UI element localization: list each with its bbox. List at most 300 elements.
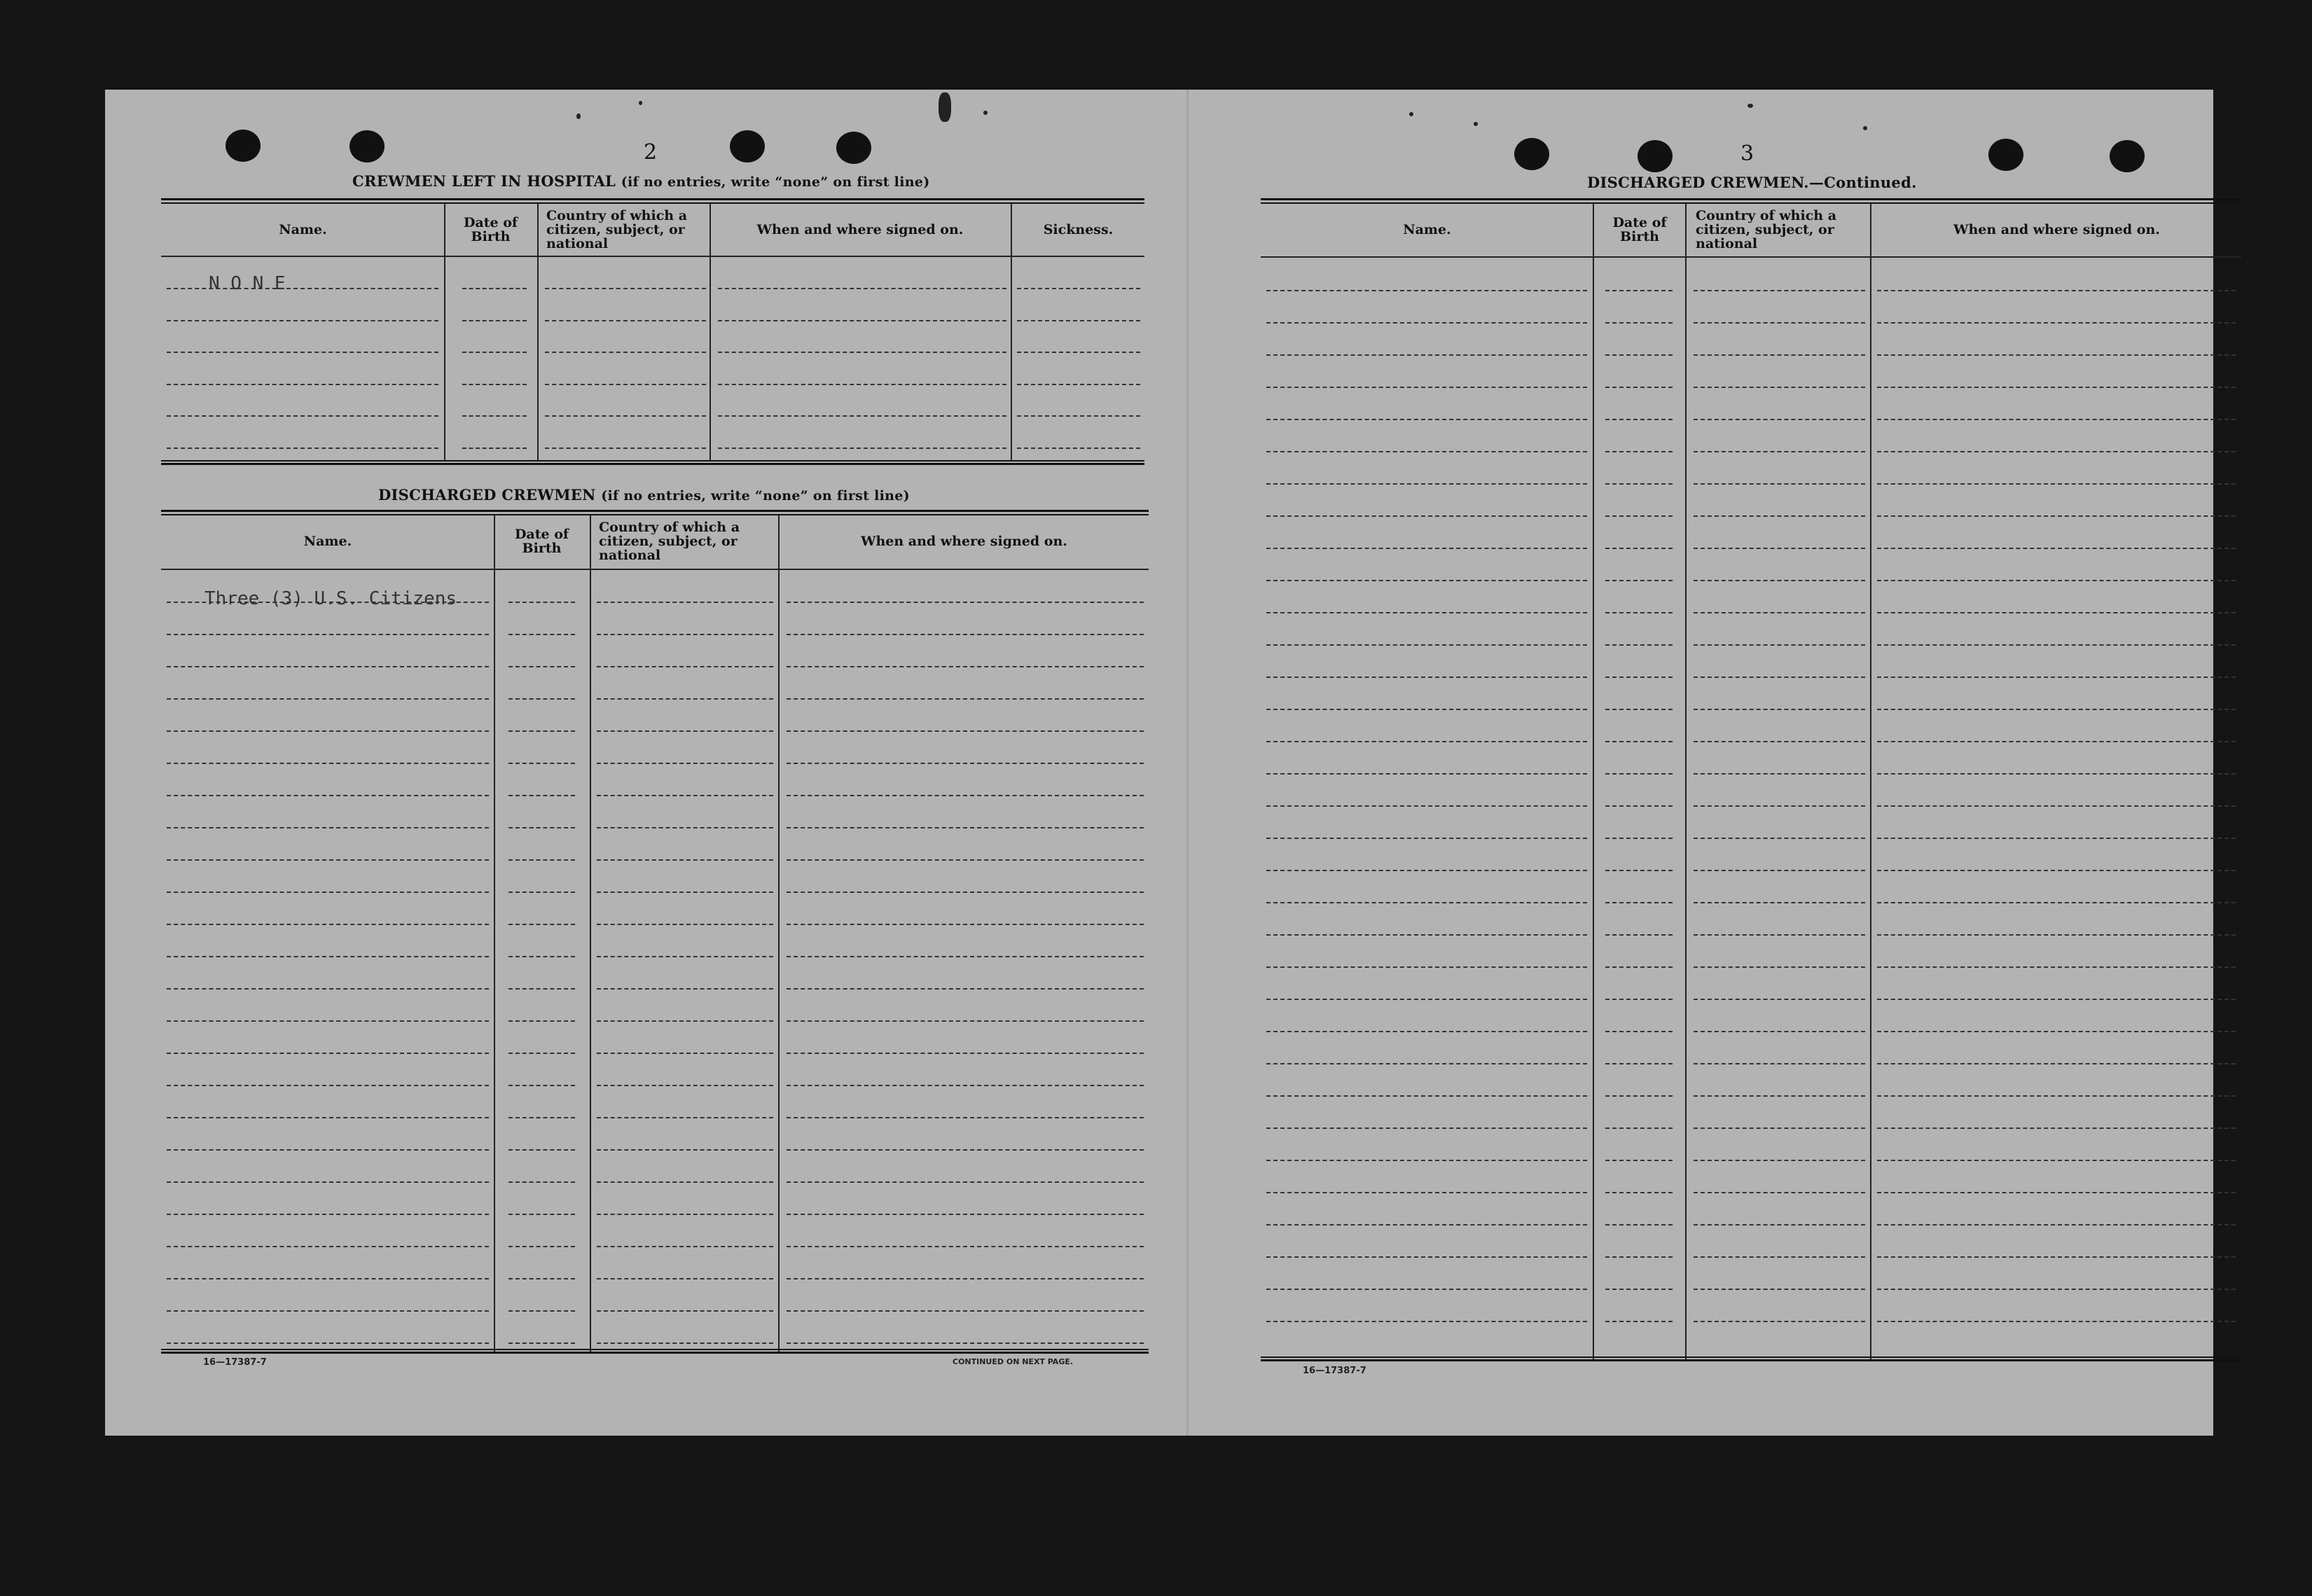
dotted-rule: [1694, 515, 1865, 517]
dotted-rule: [545, 384, 706, 385]
dotted-rule: [508, 698, 575, 700]
column-divider: [778, 515, 780, 1353]
table-bottom-rule: [1261, 1356, 2241, 1361]
ink-speck: [1747, 104, 1753, 108]
dotted-rule: [787, 698, 1144, 700]
dotted-rule: [787, 988, 1144, 990]
dotted-rule: [597, 730, 773, 732]
dotted-rule: [1266, 805, 1587, 807]
dotted-rule: [787, 795, 1144, 796]
dotted-rule: [1605, 354, 1673, 356]
dotted-rule: [1605, 612, 1673, 613]
dotted-rule: [597, 763, 773, 764]
dotted-rule: [167, 956, 489, 957]
dotted-rule: [1017, 415, 1140, 417]
dotted-rule: [167, 1246, 489, 1247]
dotted-rule: [1694, 354, 1865, 356]
dotted-rule: [1605, 580, 1673, 581]
dotted-rule: [1605, 1224, 1673, 1226]
dotted-rule: [787, 1310, 1144, 1312]
dotted-rule: [1605, 1289, 1673, 1290]
dotted-rule: [1877, 290, 2236, 291]
dotted-rule: [1877, 1031, 2236, 1032]
dotted-rule: [1877, 1192, 2236, 1193]
dotted-rule: [1694, 902, 1865, 903]
dotted-rule: [167, 988, 489, 990]
dotted-rule: [1266, 1289, 1587, 1290]
column-divider: [1685, 204, 1687, 1361]
punch-hole: [730, 130, 765, 162]
dotted-rule: [1266, 773, 1587, 775]
dotted-rule: [597, 1214, 773, 1215]
dotted-rule: [167, 763, 489, 764]
dotted-rule: [1266, 419, 1587, 420]
dotted-rule: [1877, 966, 2236, 968]
discharged-instruction: (if no entries, write “none” on first line): [601, 488, 910, 504]
dotted-rule: [1605, 773, 1673, 775]
dotted-rule: [787, 1246, 1144, 1247]
dotted-rule: [1605, 838, 1673, 839]
column-divider: [1011, 204, 1012, 460]
ink-speck: [1474, 122, 1478, 126]
dotted-rule: [1694, 1127, 1865, 1129]
punch-hole: [1514, 138, 1549, 170]
dotted-rule: [597, 634, 773, 635]
dotted-rule: [1266, 870, 1587, 871]
dotted-rule: [167, 1149, 489, 1151]
dotted-rule: [787, 1278, 1144, 1279]
dotted-rule: [1694, 838, 1865, 839]
dotted-rule: [1605, 741, 1673, 742]
dotted-rule: [167, 1181, 489, 1183]
dotted-rule: [1266, 1224, 1587, 1226]
dotted-rule: [1017, 352, 1140, 353]
column-divider: [590, 515, 591, 1353]
dotted-rule: [1266, 838, 1587, 839]
dotted-rule: [1266, 548, 1587, 549]
dotted-rule: [545, 288, 706, 289]
dotted-rule: [1266, 934, 1587, 936]
dotted-rule: [1694, 548, 1865, 549]
hospital-title-text: CREWMEN LEFT IN HOSPITAL: [352, 172, 616, 190]
dotted-rule: [787, 666, 1144, 667]
dotted-rule: [1605, 1031, 1673, 1032]
dotted-rule: [462, 384, 527, 385]
document-sheet: [105, 90, 2213, 1436]
dotted-rule: [1605, 966, 1673, 968]
dotted-rule: [1017, 384, 1140, 385]
dotted-rule: [1605, 548, 1673, 549]
dotted-rule: [1694, 483, 1865, 485]
dotted-rule: [1605, 934, 1673, 936]
table-top-rule: [1261, 198, 2241, 204]
discharged-section-title: [378, 486, 910, 504]
dotted-rule: [1694, 999, 1865, 1000]
dotted-rule: [1605, 709, 1673, 710]
dotted-rule: [1694, 1256, 1865, 1258]
dotted-rule: [787, 1117, 1144, 1118]
column-header-name: Name.: [1403, 222, 1451, 237]
dotted-rule: [1694, 322, 1865, 324]
dotted-rule: [167, 415, 438, 417]
dotted-rule: [1877, 612, 2236, 613]
dotted-rule: [718, 415, 1006, 417]
dotted-rule: [1605, 483, 1673, 485]
dotted-rule: [1266, 966, 1587, 968]
dotted-rule: [1877, 1256, 2236, 1258]
dotted-rule: [1266, 580, 1587, 581]
dotted-rule: [545, 320, 706, 321]
dotted-rule: [1017, 288, 1140, 289]
dotted-rule: [508, 956, 575, 957]
dotted-rule: [1877, 838, 2236, 839]
dotted-rule: [1266, 741, 1587, 742]
dotted-rule: [1605, 999, 1673, 1000]
column-header-country: Country of which a citizen, subject, or national: [1696, 208, 1837, 251]
dotted-rule: [1017, 447, 1140, 449]
dotted-rule: [1266, 515, 1587, 517]
dotted-rule: [1266, 1160, 1587, 1161]
dotted-rule: [1694, 644, 1865, 646]
header-rule: [1261, 256, 2241, 258]
dotted-rule: [1266, 999, 1587, 1000]
dotted-rule: [1266, 387, 1587, 388]
dotted-rule: [462, 352, 527, 353]
dotted-rule: [508, 891, 575, 893]
dotted-rule: [787, 1181, 1144, 1183]
ink-speck: [576, 113, 581, 119]
dotted-rule: [508, 1085, 575, 1086]
dotted-rule: [787, 859, 1144, 861]
dotted-rule: [462, 447, 527, 449]
table-bottom-rule: [161, 460, 1144, 465]
column-header-signed-on: When and where signed on.: [1953, 222, 2160, 237]
dotted-rule: [597, 956, 773, 957]
dotted-rule: [1605, 1256, 1673, 1258]
dotted-rule: [1694, 290, 1865, 291]
discharged-table: [161, 510, 1149, 1357]
dotted-rule: [167, 447, 438, 449]
dotted-rule: [1605, 1095, 1673, 1097]
dotted-rule: [545, 415, 706, 417]
dotted-rule: [1694, 580, 1865, 581]
dotted-rule: [1694, 1095, 1865, 1097]
dotted-rule: [1877, 580, 2236, 581]
dotted-rule: [1605, 1192, 1673, 1193]
dotted-rule: [787, 1020, 1144, 1022]
dotted-rule: [1877, 1321, 2236, 1322]
page-number: 2: [644, 140, 658, 165]
dotted-rule: [718, 447, 1006, 449]
dotted-rule: [167, 795, 489, 796]
continued-section-title: DISCHARGED CREWMEN.—Continued.: [1587, 174, 1917, 191]
dotted-rule: [597, 1310, 773, 1312]
dotted-rule: [1877, 805, 2236, 807]
dotted-rule: [1694, 741, 1865, 742]
dotted-rule: [545, 447, 706, 449]
dotted-rule: [718, 352, 1006, 353]
dotted-rule: [1266, 1063, 1587, 1064]
dotted-rule: [1877, 419, 2236, 420]
column-header-date-of-birth: Date of Birth: [463, 215, 518, 244]
dotted-rule: [1266, 483, 1587, 485]
dotted-rule: [597, 1181, 773, 1183]
punch-hole: [349, 130, 385, 162]
dotted-rule: [787, 763, 1144, 764]
column-divider: [1870, 204, 1871, 1361]
column-header-country: Country of which a citizen, subject, or national: [599, 520, 740, 563]
dotted-rule: [1877, 870, 2236, 871]
hospital-instruction: (if no entries, write “none” on first line): [621, 174, 930, 190]
column-divider: [709, 204, 711, 460]
dotted-rule: [1877, 1289, 2236, 1290]
dotted-rule: [1694, 870, 1865, 871]
dotted-rule: [167, 1310, 489, 1312]
form-number: 16—17387-7: [1303, 1366, 1366, 1376]
dotted-rule: [508, 1149, 575, 1151]
header-rule: [161, 569, 1149, 570]
dotted-rule: [167, 1053, 489, 1054]
dotted-rule: [508, 763, 575, 764]
dotted-rule: [1694, 451, 1865, 452]
dotted-rule: [787, 634, 1144, 635]
page-fold: [1186, 90, 1189, 1436]
dotted-rule: [787, 956, 1144, 957]
dotted-rule: [1877, 676, 2236, 678]
column-divider: [494, 515, 495, 1353]
column-header-date-of-birth: Date of Birth: [1612, 215, 1667, 244]
dotted-rule: [167, 1020, 489, 1022]
dotted-rule: [1694, 773, 1865, 775]
dotted-rule: [508, 1181, 575, 1183]
dotted-rule: [1605, 451, 1673, 452]
dotted-rule: [1266, 1321, 1587, 1322]
discharged-title-text: DISCHARGED CREWMEN: [378, 486, 596, 504]
dotted-rule: [787, 730, 1144, 732]
dotted-rule: [1877, 741, 2236, 742]
dotted-rule: [597, 795, 773, 796]
dotted-rule: [167, 320, 438, 321]
dotted-rule: [1694, 966, 1865, 968]
dotted-rule: [1877, 1160, 2236, 1161]
page-number: 3: [1740, 141, 1754, 166]
dotted-rule: [597, 602, 773, 603]
dotted-rule: [1605, 902, 1673, 903]
dotted-rule: [1877, 548, 2236, 549]
punch-hole: [226, 130, 261, 162]
dotted-rule: [508, 988, 575, 990]
dotted-rule: [597, 666, 773, 667]
dotted-rule: [1877, 902, 2236, 903]
dotted-rule: [508, 730, 575, 732]
dotted-rule: [718, 384, 1006, 385]
dotted-rule: [597, 1117, 773, 1118]
dotted-rule: [1266, 644, 1587, 646]
punch-hole: [1988, 139, 2023, 171]
dotted-rule: [1694, 676, 1865, 678]
dotted-rule: [1605, 1063, 1673, 1064]
dotted-rule: [1877, 644, 2236, 646]
dotted-rule: [1605, 1160, 1673, 1161]
dotted-rule: [1694, 1031, 1865, 1032]
dotted-rule: [545, 352, 706, 353]
table-bottom-rule: [161, 1349, 1149, 1354]
dotted-rule: [1877, 354, 2236, 356]
discharged-continued-table: [1261, 198, 2241, 1364]
dotted-rule: [167, 1342, 489, 1344]
dotted-rule: [508, 1310, 575, 1312]
punch-hole: [1638, 140, 1673, 172]
dotted-rule: [1605, 676, 1673, 678]
dotted-rule: [462, 320, 527, 321]
dotted-rule: [1877, 934, 2236, 936]
dotted-rule: [508, 1278, 575, 1279]
dotted-rule: [787, 1149, 1144, 1151]
dotted-rule: [167, 698, 489, 700]
discharged-entry: Three (3) U.S. Citizens: [205, 588, 457, 609]
dotted-rule: [597, 1246, 773, 1247]
dotted-rule: [167, 352, 438, 353]
dotted-rule: [1877, 451, 2236, 452]
dotted-rule: [1605, 644, 1673, 646]
dotted-rule: [597, 924, 773, 925]
dotted-rule: [508, 827, 575, 828]
dotted-rule: [1877, 709, 2236, 710]
dotted-rule: [1694, 1224, 1865, 1226]
column-header-name: Name.: [303, 534, 352, 549]
dotted-rule: [1605, 805, 1673, 807]
dotted-rule: [1877, 999, 2236, 1000]
punch-hole: [2110, 140, 2145, 172]
dotted-rule: [1694, 934, 1865, 936]
dotted-rule: [1266, 322, 1587, 324]
dotted-rule: [1877, 1127, 2236, 1129]
dotted-rule: [167, 1085, 489, 1086]
dotted-rule: [597, 1020, 773, 1022]
dotted-rule: [1605, 515, 1673, 517]
dotted-rule: [787, 891, 1144, 893]
dotted-rule: [508, 1214, 575, 1215]
dotted-rule: [1605, 419, 1673, 420]
dotted-rule: [1694, 612, 1865, 613]
dotted-rule: [1694, 1160, 1865, 1161]
dotted-rule: [1266, 1192, 1587, 1193]
dotted-rule: [1605, 870, 1673, 871]
dotted-rule: [167, 1214, 489, 1215]
dotted-rule: [167, 827, 489, 828]
dotted-rule: [597, 1149, 773, 1151]
dotted-rule: [597, 1342, 773, 1344]
dotted-rule: [462, 288, 527, 289]
header-rule: [161, 256, 1144, 257]
dotted-rule: [1694, 419, 1865, 420]
dotted-rule: [1017, 320, 1140, 321]
dotted-rule: [1694, 387, 1865, 388]
dotted-rule: [597, 698, 773, 700]
punch-hole: [836, 132, 871, 164]
dotted-rule: [1266, 902, 1587, 903]
dotted-rule: [508, 1246, 575, 1247]
dotted-rule: [167, 924, 489, 925]
dotted-rule: [167, 1278, 489, 1279]
column-header-name: Name.: [279, 222, 327, 237]
dotted-rule: [1266, 1095, 1587, 1097]
dotted-rule: [1605, 1321, 1673, 1322]
dotted-rule: [1605, 387, 1673, 388]
dotted-rule: [1877, 483, 2236, 485]
dotted-rule: [508, 859, 575, 861]
dotted-rule: [1694, 805, 1865, 807]
dotted-rule: [167, 891, 489, 893]
dotted-rule: [597, 1053, 773, 1054]
ink-speck: [983, 111, 988, 115]
column-header-signed-on: When and where signed on.: [861, 534, 1067, 549]
hospital-section-title: [352, 172, 930, 190]
dotted-rule: [167, 634, 489, 635]
dotted-rule: [597, 891, 773, 893]
dotted-rule: [167, 384, 438, 385]
ink-speck: [939, 92, 951, 122]
dotted-rule: [597, 1085, 773, 1086]
dotted-rule: [787, 1342, 1144, 1344]
dotted-rule: [167, 859, 489, 861]
dotted-rule: [787, 1214, 1144, 1215]
ink-speck: [1409, 112, 1413, 116]
column-divider: [1593, 204, 1594, 1361]
form-number: 16—17387-7: [203, 1357, 267, 1368]
column-header-signed-on: When and where signed on.: [756, 222, 964, 237]
dotted-rule: [787, 1085, 1144, 1086]
dotted-rule: [1877, 773, 2236, 775]
table-top-rule: [161, 510, 1149, 515]
column-header-date-of-birth: Date of Birth: [514, 527, 569, 556]
column-header-sickness: Sickness.: [1043, 222, 1114, 237]
dotted-rule: [1266, 354, 1587, 356]
dotted-rule: [1877, 515, 2236, 517]
dotted-rule: [1266, 451, 1587, 452]
dotted-rule: [508, 666, 575, 667]
dotted-rule: [597, 1278, 773, 1279]
continued-note: CONTINUED ON NEXT PAGE.: [953, 1357, 1074, 1366]
dotted-rule: [1605, 1127, 1673, 1129]
dotted-rule: [1877, 1224, 2236, 1226]
dotted-rule: [167, 666, 489, 667]
dotted-rule: [1877, 1095, 2236, 1097]
dotted-rule: [508, 1117, 575, 1118]
dotted-rule: [167, 730, 489, 732]
dotted-rule: [1266, 676, 1587, 678]
dotted-rule: [1266, 612, 1587, 613]
dotted-rule: [787, 827, 1144, 828]
dotted-rule: [1877, 1063, 2236, 1064]
dotted-rule: [718, 320, 1006, 321]
hospital-entry-none: N O N E: [209, 273, 286, 294]
ink-speck: [1863, 126, 1867, 130]
dotted-rule: [1694, 1289, 1865, 1290]
hospital-table: [161, 198, 1144, 466]
dotted-rule: [1266, 1256, 1587, 1258]
dotted-rule: [508, 1020, 575, 1022]
dotted-rule: [508, 634, 575, 635]
dotted-rule: [718, 288, 1006, 289]
dotted-rule: [462, 415, 527, 417]
dotted-rule: [787, 924, 1144, 925]
ink-speck: [639, 101, 642, 105]
dotted-rule: [1605, 322, 1673, 324]
dotted-rule: [167, 288, 438, 289]
dotted-rule: [1877, 387, 2236, 388]
column-header-country: Country of which a citizen, subject, or national: [546, 208, 688, 251]
